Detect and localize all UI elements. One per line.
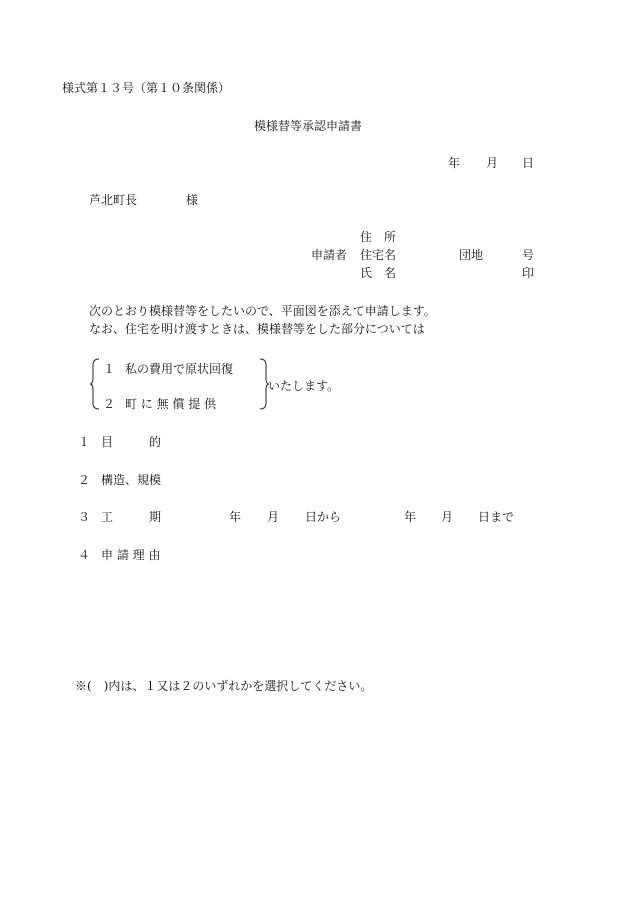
item-1-number: １ [78, 435, 91, 449]
option-2-text: 町 に 無 償 提 供 [125, 397, 217, 411]
body-line-1: 次のとおり模様替等をしたいので、平面図を添えて申請します。 [89, 304, 436, 318]
date-year: 年 [448, 156, 461, 170]
option-suffix: いたします。 [268, 379, 340, 393]
item-1-label: 目 的 [101, 435, 162, 449]
item-3-year-1: 年 [229, 510, 242, 524]
item-3-from: 日から [305, 510, 342, 524]
option-left-bracket [89, 358, 101, 410]
item-4-label: 申 請 理 由 [101, 548, 161, 562]
option-1-number: １ [103, 362, 116, 376]
applicant-address-label: 住 所 [360, 230, 397, 244]
item-4-number: ４ [78, 548, 91, 562]
item-2-label: 構造、規模 [101, 473, 162, 487]
applicant-housing-label: 住宅名 [360, 248, 397, 262]
document-title: 模様替等承認申請書 [254, 119, 363, 133]
addressee-honorific: 様 [186, 193, 199, 207]
item-3-to: 日まで [478, 510, 515, 524]
date-month: 月 [486, 156, 499, 170]
date-day: 日 [522, 156, 535, 170]
applicant-name-label: 氏 名 [360, 266, 397, 280]
selection-note: ※( )内は、１又は２のいずれかを選択してください。 [75, 679, 373, 693]
addressee-name: 芦北町長 [89, 193, 138, 207]
item-3-month-1: 月 [267, 510, 280, 524]
applicant-label: 申請者 [311, 248, 348, 262]
option-1-text: 私の費用で原状回復 [125, 362, 234, 376]
item-3-month-2: 月 [441, 510, 454, 524]
item-3-year-2: 年 [404, 510, 417, 524]
item-3-label: 工 期 [101, 510, 162, 524]
applicant-danchi: 団地 [459, 248, 484, 262]
item-3-number: ３ [78, 510, 91, 524]
form-number: 様式第１３号（第１０条関係） [62, 81, 231, 95]
applicant-number: 号 [522, 248, 535, 262]
applicant-seal: 印 [522, 266, 535, 280]
body-line-2: なお、住宅を明け渡すときは、模様替等をした部分については [89, 322, 425, 336]
item-2-number: ２ [78, 473, 91, 487]
option-2-number: ２ [103, 397, 116, 411]
